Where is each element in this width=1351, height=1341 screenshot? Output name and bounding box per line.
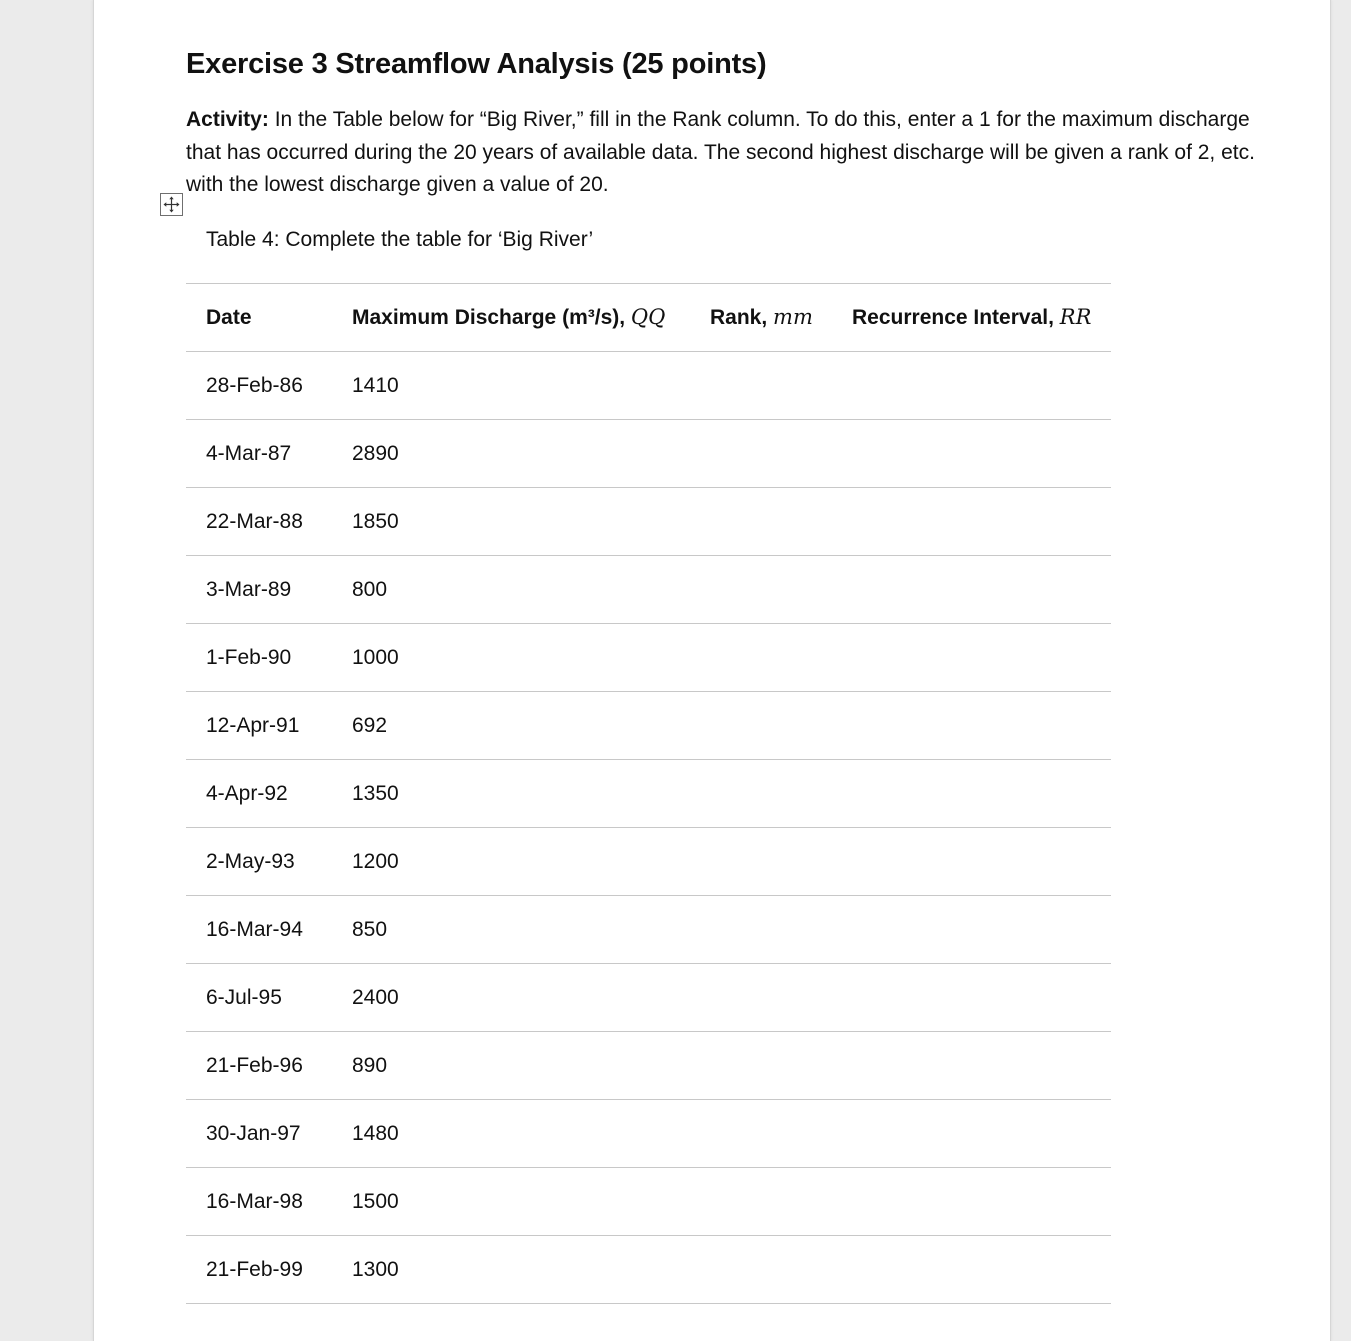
- rank-cell[interactable]: [690, 760, 832, 828]
- date-cell: 16-Mar-98: [186, 1168, 332, 1236]
- exercise-heading: Exercise 3 Streamflow Analysis (25 points): [186, 48, 767, 80]
- header-discharge-variable: QQ: [630, 305, 666, 329]
- rank-cell[interactable]: [690, 1100, 832, 1168]
- rank-cell[interactable]: [690, 1236, 832, 1304]
- activity-text: In the Table below for “Big River,” fill in the Rank column. To do this, enter a 1 for the maximum discharge that has occurred during the 20 years of available data. The second highest discharge will be given a rank of 2, etc. with the lowest discharge given a value of 20.: [186, 108, 1255, 196]
- rank-cell[interactable]: [690, 692, 832, 760]
- table-row: [186, 1032, 1111, 1100]
- date-cell: 12-Apr-91: [186, 692, 332, 760]
- discharge-cell: 1850: [332, 488, 690, 556]
- table-row: [186, 556, 1111, 624]
- move-arrows-icon: [163, 196, 180, 213]
- table-row: [186, 692, 1111, 760]
- table-caption: Table 4: Complete the table for ‘Big River’: [206, 228, 594, 251]
- table-move-handle-icon[interactable]: [160, 193, 183, 216]
- rank-cell[interactable]: [690, 964, 832, 1032]
- table-row: [186, 420, 1111, 488]
- discharge-cell: 1200: [332, 828, 690, 896]
- table-body: [186, 352, 1111, 1304]
- table-row: [186, 964, 1111, 1032]
- table-row: [186, 828, 1111, 896]
- table-header-row: [186, 284, 1111, 352]
- header-ri-variable: RR: [1059, 305, 1092, 329]
- header-ri-label: Recurrence Interval,: [852, 306, 1054, 329]
- date-cell: 16-Mar-94: [186, 896, 332, 964]
- recurrence-interval-cell[interactable]: [832, 1236, 1111, 1304]
- table-row: [186, 1100, 1111, 1168]
- table-row: [186, 896, 1111, 964]
- header-max-discharge: [332, 284, 690, 352]
- recurrence-interval-cell[interactable]: [832, 760, 1111, 828]
- discharge-cell: 1500: [332, 1168, 690, 1236]
- table-row: [186, 624, 1111, 692]
- recurrence-interval-cell[interactable]: [832, 896, 1111, 964]
- discharge-cell: 890: [332, 1032, 690, 1100]
- date-cell: 21-Feb-99: [186, 1236, 332, 1304]
- discharge-cell: 692: [332, 692, 690, 760]
- recurrence-interval-cell[interactable]: [832, 420, 1111, 488]
- date-cell: 4-Mar-87: [186, 420, 332, 488]
- table-row: [186, 760, 1111, 828]
- discharge-cell: 1410: [332, 352, 690, 420]
- header-rank: [690, 284, 832, 352]
- discharge-cell: 1350: [332, 760, 690, 828]
- rank-cell[interactable]: [690, 420, 832, 488]
- date-cell: 30-Jan-97: [186, 1100, 332, 1168]
- rank-cell[interactable]: [690, 624, 832, 692]
- date-cell: 3-Mar-89: [186, 556, 332, 624]
- table-row: [186, 1236, 1111, 1304]
- date-cell: 4-Apr-92: [186, 760, 332, 828]
- date-cell: 2-May-93: [186, 828, 332, 896]
- recurrence-interval-cell[interactable]: [832, 692, 1111, 760]
- activity-paragraph: [186, 104, 1266, 202]
- activity-label: Activity:: [186, 108, 269, 131]
- recurrence-interval-cell[interactable]: [832, 1168, 1111, 1236]
- rank-cell[interactable]: [690, 1168, 832, 1236]
- discharge-cell: 2400: [332, 964, 690, 1032]
- recurrence-interval-cell[interactable]: [832, 1100, 1111, 1168]
- table-row: [186, 488, 1111, 556]
- header-rank-label: Rank,: [710, 306, 768, 329]
- big-river-table: [186, 283, 1111, 1304]
- header-date: Date: [186, 284, 332, 352]
- table-row: [186, 352, 1111, 420]
- discharge-cell: 800: [332, 556, 690, 624]
- recurrence-interval-cell[interactable]: [832, 488, 1111, 556]
- recurrence-interval-cell[interactable]: [832, 352, 1111, 420]
- recurrence-interval-cell[interactable]: [832, 964, 1111, 1032]
- date-cell: 6-Jul-95: [186, 964, 332, 1032]
- recurrence-interval-cell[interactable]: [832, 1032, 1111, 1100]
- discharge-cell: 2890: [332, 420, 690, 488]
- date-cell: 1-Feb-90: [186, 624, 332, 692]
- discharge-cell: 1480: [332, 1100, 690, 1168]
- rank-cell[interactable]: [690, 488, 832, 556]
- discharge-cell: 1300: [332, 1236, 690, 1304]
- recurrence-interval-cell[interactable]: [832, 828, 1111, 896]
- discharge-cell: 1000: [332, 624, 690, 692]
- rank-cell[interactable]: [690, 556, 832, 624]
- document-page: [93, 0, 1331, 1341]
- header-rank-variable: mm: [773, 305, 813, 329]
- header-recurrence-interval: [832, 284, 1111, 352]
- recurrence-interval-cell[interactable]: [832, 556, 1111, 624]
- date-cell: 22-Mar-88: [186, 488, 332, 556]
- date-cell: 28-Feb-86: [186, 352, 332, 420]
- date-cell: 21-Feb-96: [186, 1032, 332, 1100]
- rank-cell[interactable]: [690, 828, 832, 896]
- table-row: [186, 1168, 1111, 1236]
- rank-cell[interactable]: [690, 1032, 832, 1100]
- header-max-discharge-label: Maximum Discharge (m³/s),: [352, 306, 626, 329]
- discharge-cell: 850: [332, 896, 690, 964]
- recurrence-interval-cell[interactable]: [832, 624, 1111, 692]
- rank-cell[interactable]: [690, 896, 832, 964]
- rank-cell[interactable]: [690, 352, 832, 420]
